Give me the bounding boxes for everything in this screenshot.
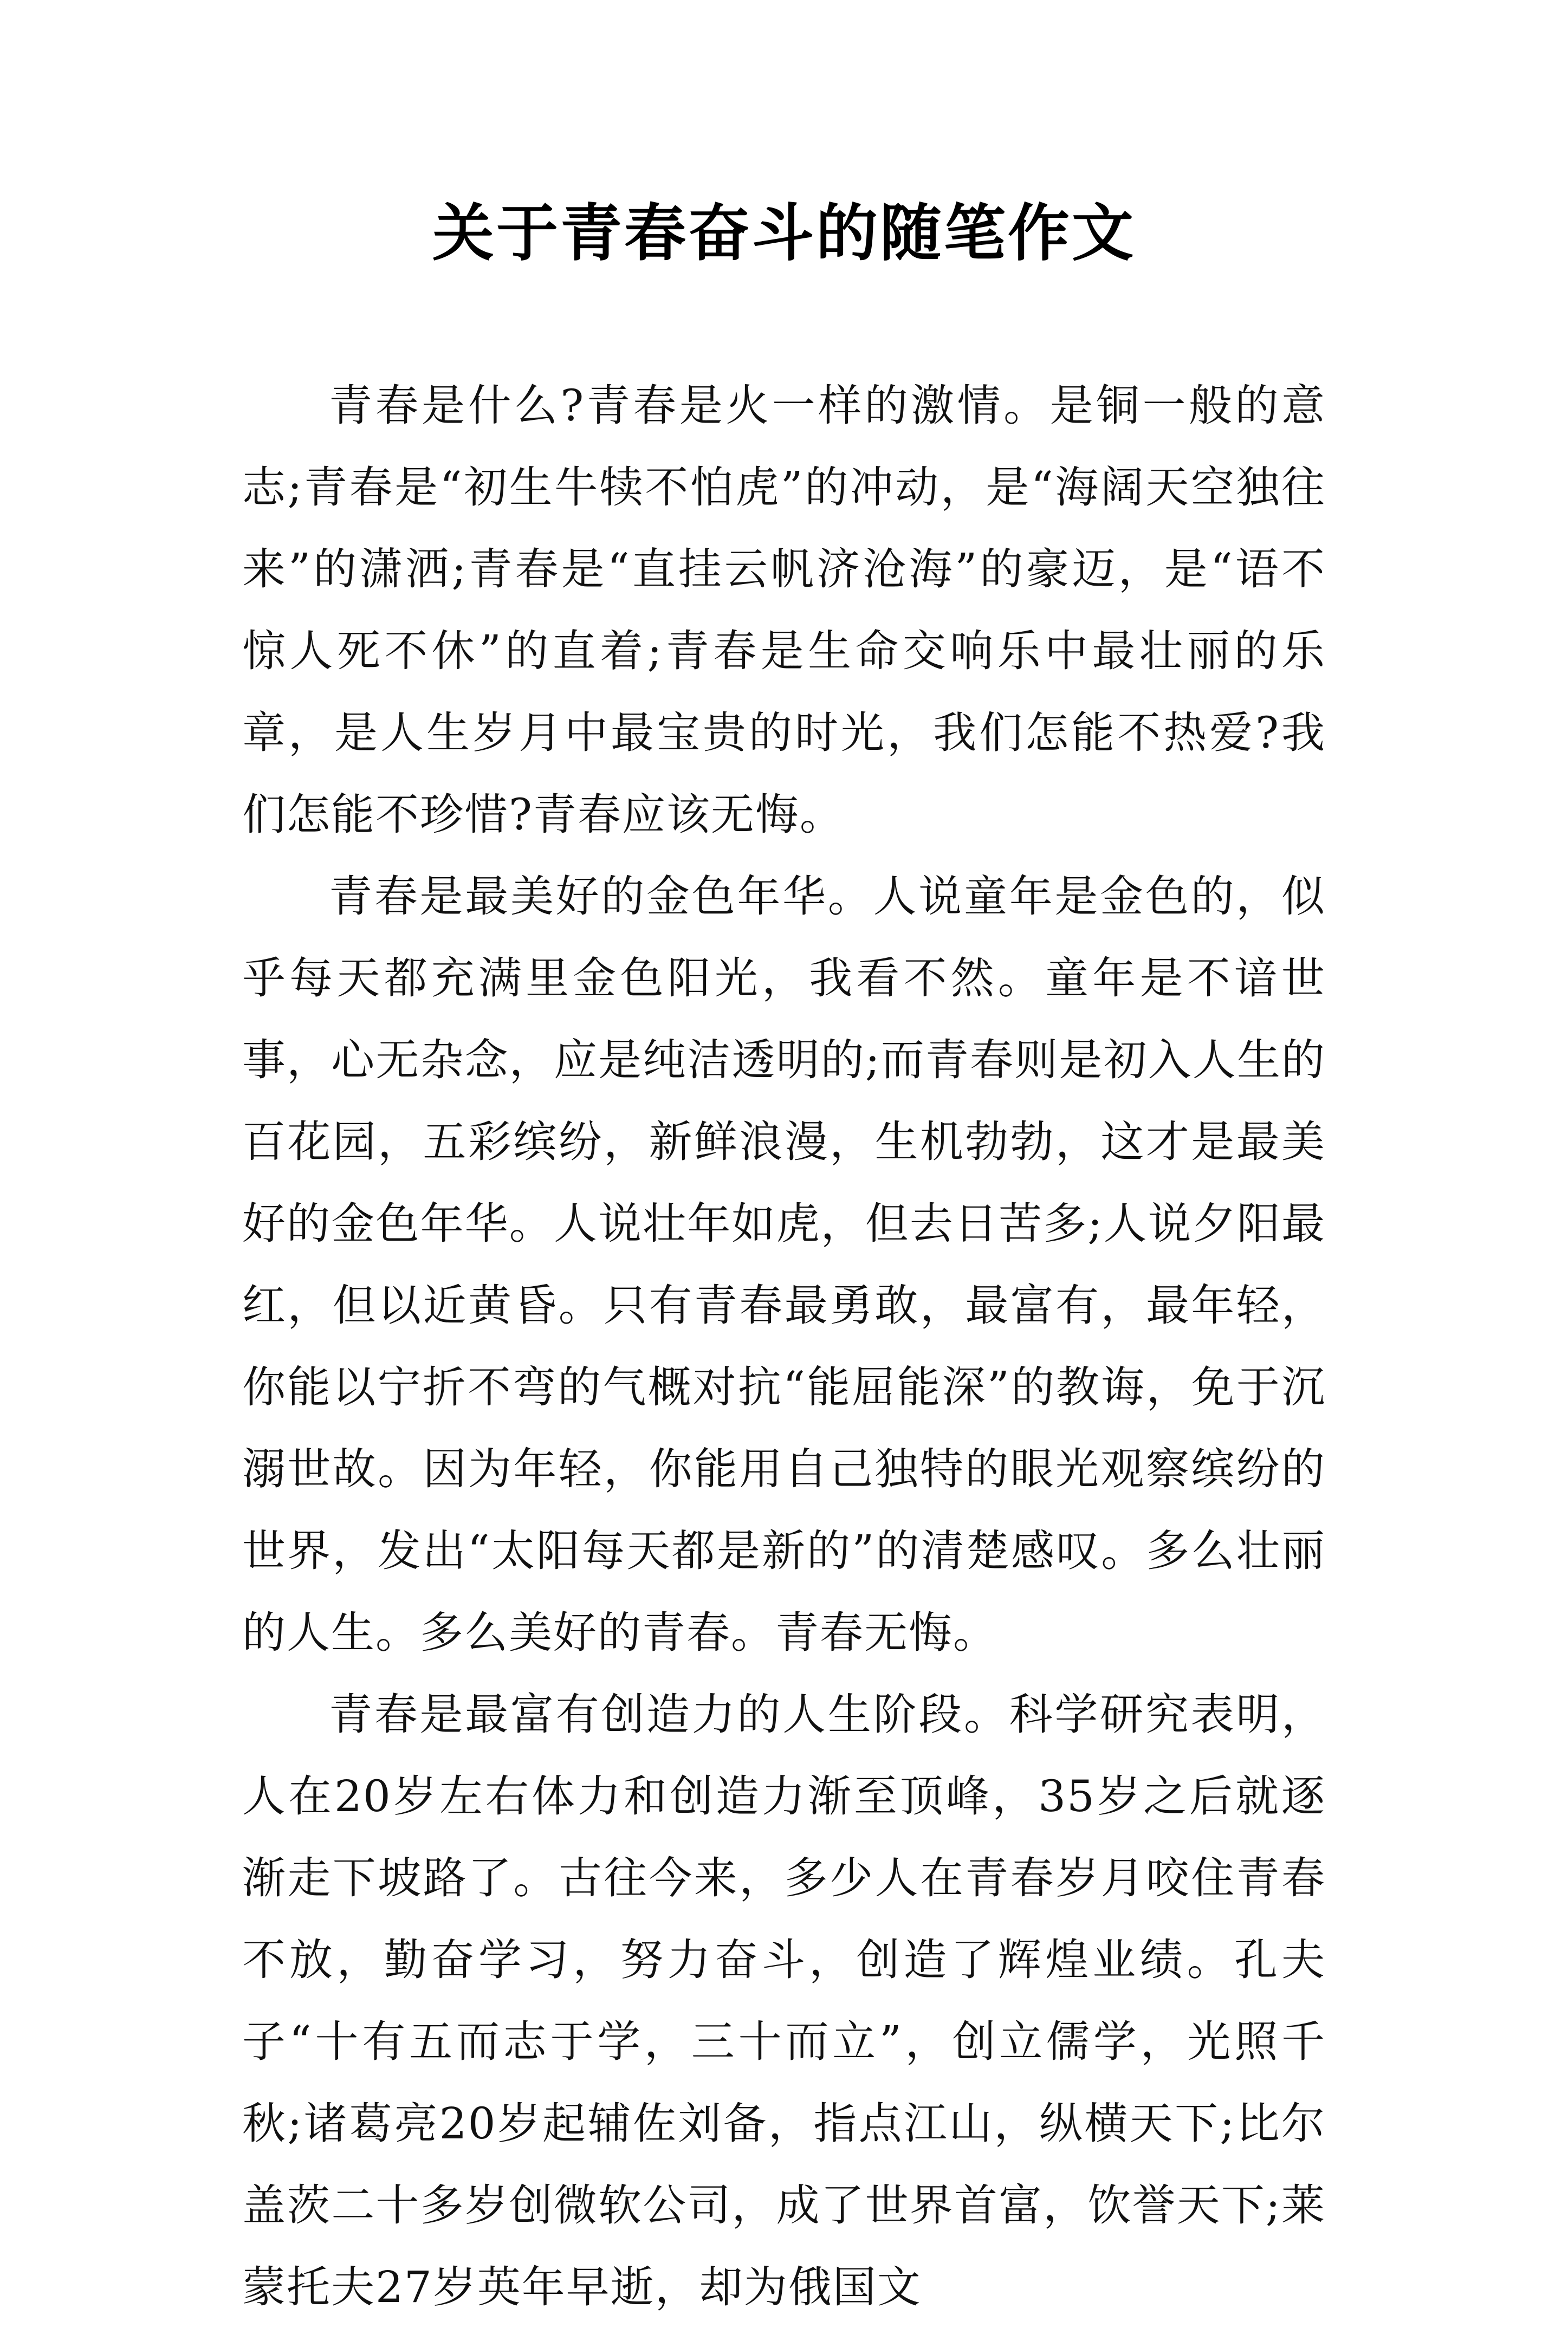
- paragraph-3: 青春是最富有创造力的人生阶段。科学研究表明，人在20岁左右体力和创造力渐至顶峰，35岁之后就逐渐走下坡路了。古往今来，多少人在青春岁月咬住青春不放，勤奋学习，努力奋斗，创造了辉煌业绩。孔夫子“十有五而志于学，三十而立”，创立儒学，光照千秋;诸葛亮20岁起辅佐刘备，指点江山，纵横天下;比尔盖茨二十多岁创微软公司，成了世界首富，饮誉天下;莱蒙托夫27岁英年早逝，却为俄国文: [242, 1689, 1326, 2312]
- document-body: [242, 365, 1326, 2328]
- document-title: 关于青春奋斗的随笔作文: [432, 197, 1136, 269]
- paragraph-2: 青春是最美好的金色年华。人说童年是金色的，似乎每天都充满里金色阳光，我看不然。童年是不谙世事，心无杂念，应是纯洁透明的;而青春则是初入人生的百花园，五彩缤纷，新鲜浪漫，生机勃勃，这才是最美好的金色年华。人说壮年如虎，但去日苦多;人说夕阳最红，但以近黄昏。只有青春最勇敢，最富有，最年轻，你能以宁折不弯的气概对抗“能屈能深”的教诲，免于沉溺世故。因为年轻，你能用自己独特的眼光观察缤纷的世界，发出“太阳每天都是新的”的清楚感叹。多么壮丽的人生。多么美好的青春。青春无悔。: [242, 871, 1326, 1658]
- paragraph-1: 青春是什么?青春是火一样的激情。是铜一般的意志;青春是“初生牛犊不怕虎”的冲动，是“海阔天空独往来”的潇洒;青春是“直挂云帆济沧海”的豪迈，是“语不惊人死不休”的直着;青春是生命交响乐中最壮丽的乐章，是人生岁月中最宝贵的时光，我们怎能不热爱?我们怎能不珍惜?青春应该无悔。: [242, 380, 1326, 840]
